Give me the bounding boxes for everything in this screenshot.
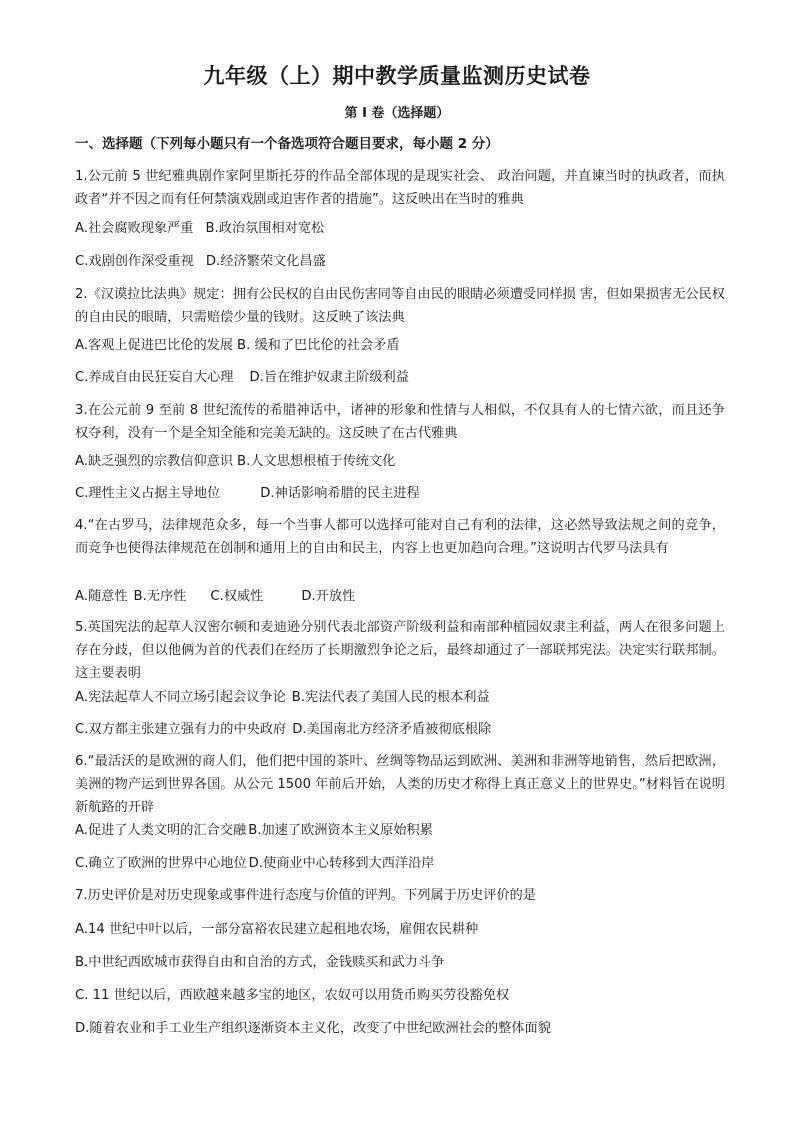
- question-5-stem: 5.英国宪法的起草人汉密尔顿和麦迪逊分别代表北部资产阶级利益和南部种植园奴隶主利益，两人在很多问题上存在分歧，但以他俩为首的代表们在经历了长期激烈争论之后，最终却通过了一部联邦宪法。决定实行联邦制。这主要表明: [75, 620, 725, 681]
- question-7-option-c: C. 11 世纪以后，西欧越来越多宝的地区，农奴可以用货币购买劳役豁免权: [75, 988, 510, 1003]
- question-6-option-c: C.确立了欧洲的世界中心地位: [75, 856, 247, 871]
- question-6-options-row-1: [75, 821, 433, 841]
- volume-subtitle: 第 I 卷（选择题）: [344, 106, 450, 121]
- question-6-stem: 6.“最活沃的是欧洲的商人们，他们把中国的茶叶、丝绸等物品运到欧洲、美洲和非洲等地销售，然后把欧洲，美洲的物产运到世界各国。从公元 1500 年前后开始，人类的历史才称得上真正意义上的世界史。”材料旨在说明新航路的开辟: [75, 754, 725, 815]
- question-7-stem: 7.历史评价是对历史现象或事件进行态度与价值的评判。下列属于历史评价的是: [75, 888, 536, 903]
- question-7-option-d: D.随着农业和手工业生产组织逐渐资本主义化，改变了中世纪欧洲社会的整体面貌: [75, 1021, 551, 1036]
- question-1-stem: 1.公元前 5 世纪雅典剧作家阿里斯托芬的作品全部体现的是现实社会、 政治问题，并直谏当时的执政者，而执政者“并不因之而有任何禁演戏剧或迫害作者的措施”。这反映出在当时的雅典: [75, 169, 725, 207]
- question-5-options-row-1: [75, 688, 490, 708]
- question-3-options-row-2: [75, 484, 420, 504]
- question-3-option-d: D.神话影响希腊的民主进程: [260, 486, 420, 501]
- question-1-options-row-1: [75, 219, 324, 239]
- question-1-option-d: D.经济繁荣文化昌盛: [205, 254, 326, 269]
- question-5-option-d: D.美国南北方经济矛盾被彻底根除: [292, 722, 492, 737]
- question-3-option-a: A.缺乏强烈的宗教信仰意识: [75, 454, 234, 469]
- question-2-options-row-1: [75, 336, 400, 356]
- question-5-option-b: B.宪法代表了美国人民的根本利益: [291, 690, 490, 705]
- question-7-option-b: B.中世纪西欧城市获得自由和自治的方式，金钱赎买和武力斗争: [75, 955, 445, 970]
- question-1-option-a: A.社会腐败现象严重: [75, 221, 194, 236]
- exam-title: 九年级（上）期中教学质量监测历史试卷: [203, 64, 591, 88]
- question-6-option-b: B.加速了欧洲资本主义原始积累: [248, 823, 433, 838]
- question-6-options-row-2: [75, 854, 434, 874]
- question-4-option-d: D.开放性: [301, 589, 356, 604]
- question-1-options-row-2: [75, 252, 326, 272]
- question-6-option-d: D.使商业中心转移到大西洋沿岸: [248, 856, 435, 871]
- question-4-options-row: [75, 587, 355, 607]
- question-2-option-d: D.旨在维护奴隶主阶级利益: [249, 370, 409, 385]
- section-heading: 一、选择题（下列每小题只有一个备选项符合题目要求，每小题 2 分）: [75, 136, 499, 152]
- question-5-option-c: C.双方都主张建立强有力的中央政府: [75, 722, 287, 737]
- question-3-option-c: C.理性主义占据主导地位: [75, 486, 221, 501]
- question-2-options-row-2: [75, 368, 409, 388]
- question-5-options-row-2: [75, 720, 491, 740]
- question-7-option-a: A.14 世纪中叶以后，一部分富裕农民建立起租地农场，雇佣农民耕种: [75, 922, 479, 937]
- question-4-option-a: A.随意性: [75, 589, 128, 604]
- question-3-options-row-1: [75, 452, 395, 472]
- question-3-stem: 3.在公元前 9 至前 8 世纪流传的希腊神话中，诸神的形象和性情与人相似，不仅具有人的七情六欲，而且还争权夺利，没有一个是全知全能和完美无缺的。这反映了在古代雅典: [75, 403, 725, 441]
- question-4-stem: 4.“在古罗马，法律规范众多，每一个当事人都可以选择可能对自己有利的法律，这必然导致法规之间的竞争，而竞争也使得法律规范在创制和通用上的自由和民主，内容上也更加趋向合理。”这说明古代罗马法具有: [75, 518, 725, 556]
- question-2-option-a: A.客观上促进巴比伦的发展: [75, 338, 234, 353]
- question-1-option-c: C.戏剧创作深受重视: [75, 254, 194, 269]
- question-4-option-c: C.权威性: [210, 589, 264, 604]
- question-2-stem: 2.《汉谟拉比法典》规定：拥有公民权的自由民伤害同等自由民的眼睛必须遭受同样损 害，但如果损害无公民权的自由民的眼睛，只需赔偿少量的钱财。这反映了该法典: [75, 287, 725, 325]
- question-1-option-b: B.政治氛围相对宽松: [205, 221, 325, 236]
- question-2-option-c: C.养成自由民狂妄自大心理: [75, 370, 234, 385]
- question-4-option-b: B.无序性: [133, 589, 187, 604]
- question-2-option-b: B. 缓和了巴比伦的社会矛盾: [237, 338, 400, 353]
- question-5-option-a: A.宪法起草人不同立场引起会议争论: [75, 690, 286, 705]
- question-6-option-a: A.促进了人类文明的汇合交融: [75, 823, 247, 838]
- question-3-option-b: B.人文思想根植于传统文化: [237, 454, 396, 469]
